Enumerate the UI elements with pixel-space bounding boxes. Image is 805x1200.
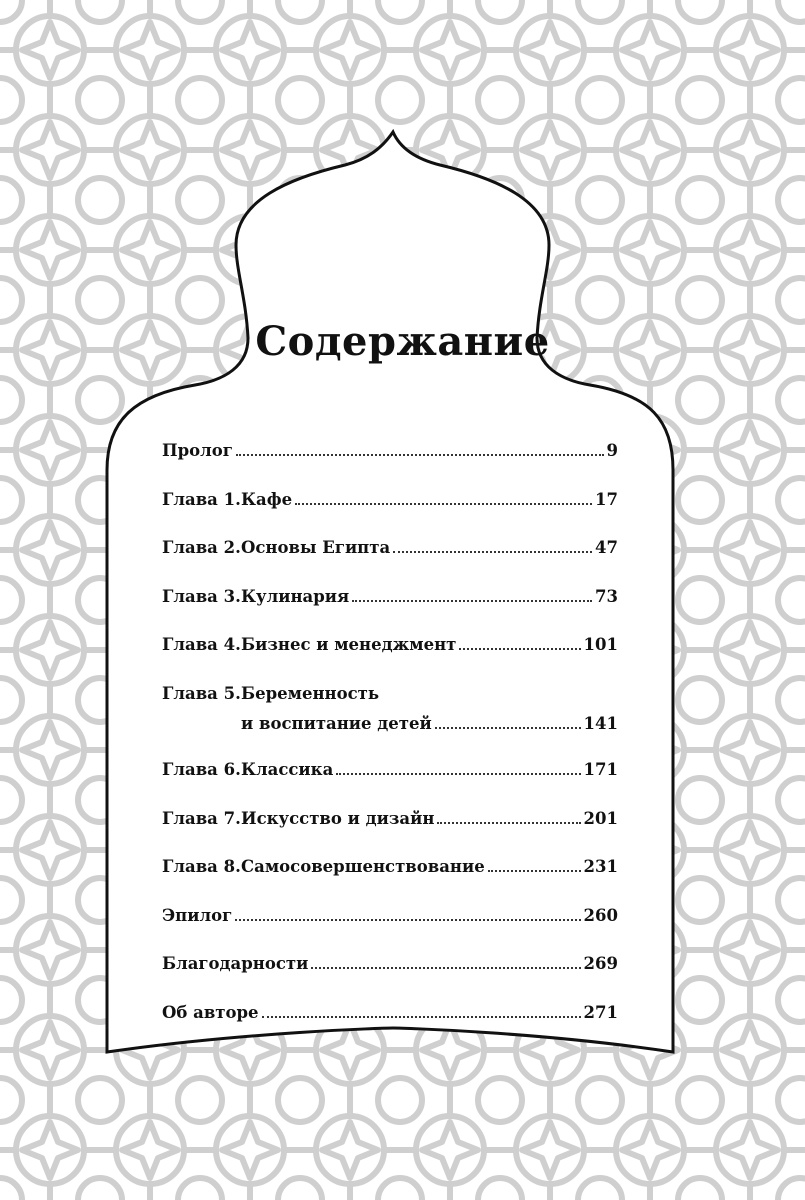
dot-leader: [262, 1015, 581, 1018]
toc-entry-about-author[interactable]: [162, 998, 618, 1028]
toc-line: [162, 901, 618, 931]
dot-leader: [336, 772, 580, 775]
toc-entry-acknowledgements[interactable]: [162, 949, 618, 979]
toc-title: Благодарности: [162, 954, 309, 974]
toc-line-continuation: [162, 709, 618, 739]
toc-page-number: 260: [583, 905, 618, 925]
toc-entry-chapter-1[interactable]: [162, 485, 618, 515]
toc-line: [162, 436, 618, 466]
toc-title: Беременность: [241, 683, 380, 703]
toc-page-number: 171: [583, 759, 618, 779]
toc-title: Кулинария: [241, 586, 350, 606]
toc-title: Пролог: [162, 441, 233, 460]
toc-line: [162, 485, 618, 515]
dot-leader: [235, 918, 580, 921]
dot-leader: [295, 502, 592, 505]
toc-chapter-prefix: Глава 2.: [162, 538, 241, 558]
page-title: Содержание: [255, 318, 550, 365]
dot-leader: [437, 821, 580, 824]
toc-title: Эпилог: [162, 905, 233, 925]
toc-entry-chapter-5[interactable]: [162, 679, 618, 739]
toc-entry-chapter-6[interactable]: [162, 755, 618, 785]
toc-line: [162, 755, 618, 785]
toc-line: [162, 998, 618, 1028]
dot-leader: [352, 599, 592, 602]
toc-chapter-prefix: Глава 1.: [162, 489, 241, 509]
toc-entry-chapter-8[interactable]: [162, 852, 618, 882]
toc-title: Кафе: [241, 489, 293, 509]
toc-chapter-prefix: Глава 4.: [162, 635, 241, 655]
toc-entry-chapter-4[interactable]: [162, 630, 618, 660]
toc-chapter-prefix: Глава 5.: [162, 683, 241, 703]
toc-line: [162, 582, 618, 612]
toc-line: [162, 679, 618, 709]
toc-title: Об авторе: [162, 1002, 259, 1022]
toc-title: Бизнес и менеджмент: [241, 635, 457, 655]
toc-page-number: 101: [583, 635, 618, 655]
toc-page-number: 73: [595, 586, 618, 606]
toc-entry-chapter-3[interactable]: [162, 582, 618, 612]
toc-line: [162, 533, 618, 563]
dot-leader: [311, 966, 580, 969]
toc-chapter-prefix: Глава 7.: [162, 808, 241, 828]
toc-line: [162, 630, 618, 660]
toc-chapter-prefix: Глава 8.: [162, 857, 241, 877]
toc-title: Основы Египта: [241, 538, 391, 558]
toc-page-number: 269: [583, 954, 618, 974]
dot-leader: [488, 869, 581, 872]
toc-page-number: 231: [583, 857, 618, 877]
toc-entry-epilogue[interactable]: [162, 901, 618, 931]
dot-leader: [459, 647, 580, 650]
toc-title: Самосовершенствование: [241, 857, 485, 877]
toc-chapter-prefix: Глава 3.: [162, 586, 241, 606]
toc-line: [162, 852, 618, 882]
toc-page-number: 271: [583, 1002, 618, 1022]
toc-chapter-prefix: Глава 6.: [162, 759, 241, 779]
toc-entry-prologue[interactable]: [162, 436, 618, 466]
toc-line: [162, 804, 618, 834]
toc-title: Искусство и дизайн: [241, 808, 435, 828]
toc-page-number: 9: [606, 441, 618, 460]
toc-page-number: 201: [583, 808, 618, 828]
toc-line: [162, 949, 618, 979]
dot-leader: [435, 726, 581, 729]
toc-title-continuation: и воспитание детей: [241, 713, 432, 733]
toc-page-number: 17: [595, 489, 618, 509]
toc-entry-chapter-2[interactable]: [162, 533, 618, 563]
toc-page-number: 141: [583, 713, 618, 733]
toc-page-number: 47: [595, 538, 618, 558]
toc-entry-chapter-7[interactable]: [162, 804, 618, 834]
dot-leader: [393, 550, 592, 553]
dot-leader: [236, 453, 604, 456]
table-of-contents: [162, 436, 618, 1047]
toc-title: Классика: [241, 759, 334, 779]
